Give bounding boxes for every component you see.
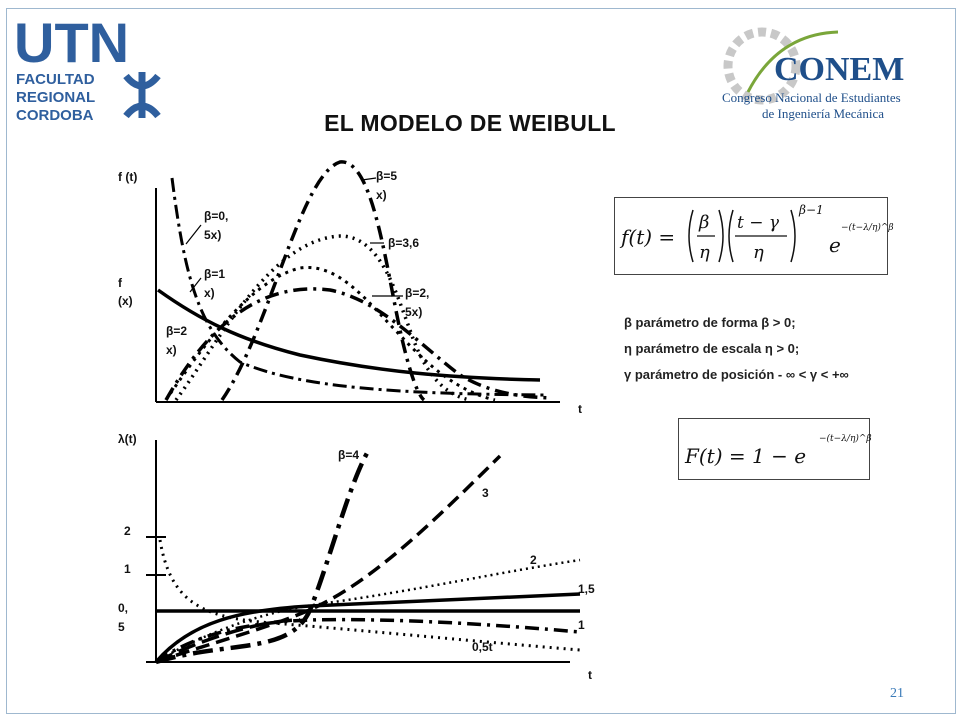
- utn-logo-line-3: CORDOBA: [16, 107, 94, 124]
- pdf-formula-num1: β: [699, 212, 710, 233]
- label-hazard-3: 3: [482, 486, 489, 500]
- bottom-y-label: λ(t): [118, 432, 137, 446]
- label-hazard-1-5: 1,5: [578, 582, 595, 596]
- pdf-formula: [615, 198, 894, 274]
- utn-logo-line-2: REGIONAL: [16, 89, 96, 106]
- label-beta-0-5-line-2: 5x): [204, 228, 222, 242]
- label-beta-2-5-line-2: 5x): [405, 305, 423, 319]
- tick-1: 1: [124, 562, 131, 576]
- top-y-label-2b: (x): [118, 294, 133, 308]
- top-x-label: t: [578, 402, 582, 416]
- pdf-formula-den1: η: [699, 242, 710, 263]
- conem-logo-name: CONEM: [774, 51, 905, 88]
- param-shape: β parámetro de forma β > 0;: [624, 315, 796, 330]
- parameter-list: [624, 310, 849, 388]
- utn-logo-line-1: FACULTAD: [16, 71, 95, 88]
- tick-2: 2: [124, 524, 131, 538]
- label-hazard-2: 2: [530, 553, 537, 567]
- pdf-formula-box: [614, 197, 894, 275]
- label-beta-1-line-1: β=1: [204, 267, 226, 281]
- pdf-formula-lhs: f(t) =: [621, 225, 676, 249]
- param-scale: η parámetro de escala η > 0;: [624, 341, 800, 356]
- label-beta-2-5-line-1: β=2,: [405, 286, 430, 300]
- label-beta-5: [376, 167, 397, 205]
- label-beta-3-6: [388, 234, 419, 253]
- label-beta-3-6-line-1: β=3,6: [388, 236, 420, 250]
- arrow-beta-5: [362, 178, 376, 180]
- page-title: EL MODELO DE WEIBULL: [324, 110, 616, 136]
- pdf-formula-den2: η: [753, 242, 764, 263]
- arrow-beta-0-5: [186, 225, 201, 244]
- pdf-formula-e-exp: −(t−λ/η)^β: [841, 223, 894, 233]
- label-beta-1-line-2: x): [204, 286, 215, 300]
- pdf-formula-exp: β−1: [799, 203, 824, 217]
- label-beta-2-line-2: x): [166, 343, 177, 357]
- cdf-formula: [679, 419, 872, 479]
- pdf-formula-num2: t − γ: [737, 213, 780, 233]
- bottom-x-label: t: [588, 668, 592, 682]
- curve-beta-2-5: [166, 289, 552, 400]
- conem-logo-sub-1: Congreso Nacional de Estudiantes: [722, 90, 901, 105]
- label-hazard-0-5t: 0,5t: [472, 640, 493, 654]
- label-beta-0-5: [204, 207, 228, 245]
- label-beta-0-5-line-1: β=0,: [204, 209, 229, 223]
- top-y-label: f (t): [118, 170, 138, 184]
- label-hazard-beta-4: β=4: [338, 448, 360, 462]
- pdf-formula-e: e: [829, 233, 841, 257]
- label-beta-1: [204, 265, 225, 303]
- label-beta-5-line-2: x): [376, 188, 387, 202]
- cdf-formula-e-exp: −(t−λ/η)^β: [819, 434, 872, 444]
- tick-0-5-b: 5: [118, 620, 125, 634]
- cdf-formula-box: [678, 418, 870, 480]
- label-beta-2: [166, 322, 187, 360]
- param-location: γ parámetro de posición - ∞ < γ < +∞: [624, 367, 849, 382]
- hazard-beta-3: [156, 456, 500, 662]
- top-y-label-2a: f: [118, 276, 122, 290]
- utn-logo-big: UTN: [14, 11, 130, 74]
- label-beta-5-line-1: β=5: [376, 169, 398, 183]
- label-beta-2-line-1: β=2: [166, 324, 188, 338]
- page-number: 21: [890, 686, 904, 701]
- hazard-beta-4: [156, 448, 370, 662]
- cdf-formula-main: F(t) = 1 − e: [685, 444, 807, 468]
- hazard-beta-0-5t: [160, 540, 580, 650]
- conem-logo-sub-2: de Ingeniería Mecánica: [762, 106, 884, 121]
- label-hazard-1: 1: [578, 618, 585, 632]
- label-beta-2-5: [405, 284, 429, 322]
- bottom-plot-curves: [156, 448, 580, 662]
- tick-0-5-a: 0,: [118, 601, 129, 615]
